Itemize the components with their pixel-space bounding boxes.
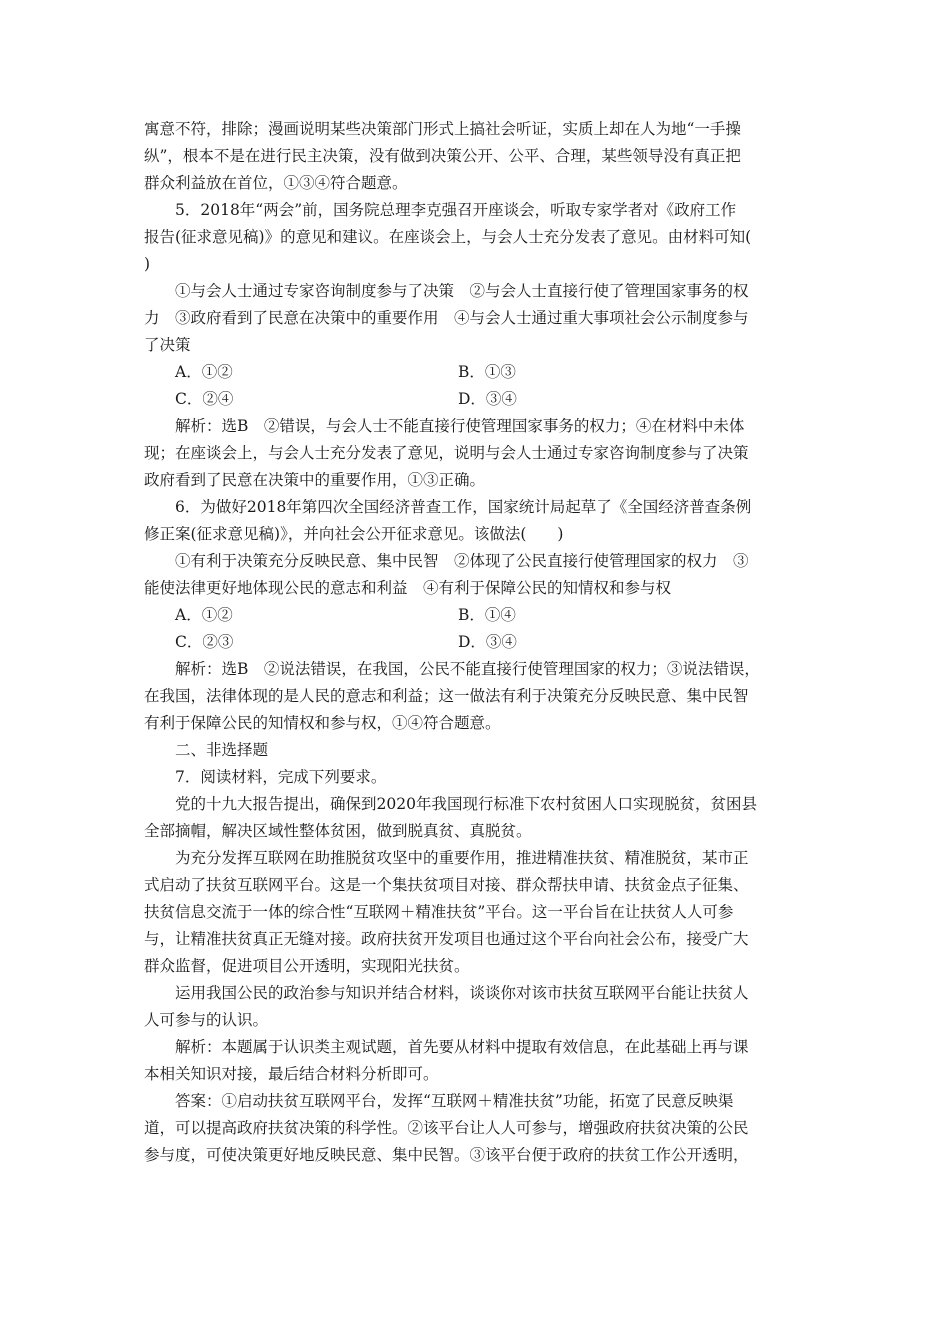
question-6-options-row-1 [144,602,812,629]
text-line: 能使法律更好地体现公民的意志和利益 ④有利于保障公民的知情权和参与权 [144,579,672,597]
text-line: 参与度，可使决策更好地反映民意、集中民智。③该平台便于政府的扶贫工作公开透明， [144,1146,749,1164]
text-line: 全部摘帽，解决区域性整体贫困，做到脱真贫、真脱贫。 [144,822,532,840]
option-b: B．①③ [458,363,516,381]
question-6-analysis: 解析：选B ②说法错误，在我国，公民不能直接行使管理国家的权力；③说法错误， [175,660,760,678]
question-7-prompt: 运用我国公民的政治参与知识并结合材料，谈谈你对该市扶贫互联网平台能让扶贫人 [175,984,749,1002]
text-line: 在我国，法律体现的是人民的意志和利益；这一做法有利于决策充分反映民意、集中民智 [144,687,749,705]
question-7-analysis: 解析：本题属于认识类主观试题，首先要从材料中提取有效信息，在此基础上再与课 [175,1038,749,1056]
text-line: 现；在座谈会上，与会人士充分发表了意见，说明与会人士通过专家咨询制度参与了决策 [144,444,749,462]
text-line: 了决策 [144,336,191,354]
text-line: ) [144,255,151,273]
question-5-stem: 5．2018年“两会”前，国务院总理李克强召开座谈会，听取专家学者对《政府工作 [175,201,737,219]
option-a: A．①② [175,363,233,381]
text-line: 政府看到了民意在决策中的重要作用，①③正确。 [144,471,486,489]
text-line: 本相关知识对接，最后结合材料分析即可。 [144,1065,439,1083]
question-7-stem: 7．阅读材料，完成下列要求。 [175,768,387,786]
option-a: A．①② [175,606,233,624]
option-c: C．②③ [175,633,234,651]
question-7-answer: 答案：①启动扶贫互联网平台，发挥“互联网＋精准扶贫”功能，拓宽了民意反映渠 [175,1092,734,1110]
text-line: 群众监督，促进项目公开透明，实现阳光扶贫。 [144,957,470,975]
material-paragraph-2: 为充分发挥互联网在助推脱贫攻坚中的重要作用，推进精准扶贫、精准脱贫，某市正 [175,849,749,867]
text-line: 群众利益放在首位，①③④符合题意。 [144,174,408,192]
option-c: C．②④ [175,390,234,408]
question-5-options-row-1 [144,359,812,386]
question-6-options-row-2 [144,629,812,656]
text-line: 道，可以提高政府扶贫决策的科学性。②该平台让人人可参与，增强政府扶贫决策的公民 [144,1119,749,1137]
text-line: 力 ③政府看到了民意在决策中的重要作用 ④与会人士通过重大事项社会公示制度参与 [144,309,749,327]
text-line: 纵”，根本不是在进行民主决策，没有做到决策公开、公平、合理，某些领导没有真正把 [144,147,741,165]
text-line: 修正案(征求意见稿)》，并向社会公开征求意见。该做法( ) [144,525,564,543]
text-line: 寓意不符，排除；漫画说明某些决策部门形式上搞社会听证，实质上却在人为地“一手操 [144,120,741,138]
text-line: 报告(征求意见稿)》的意见和建议。在座谈会上，与会人士充分发表了意见。由材料可知( [144,228,752,246]
document-body [144,116,812,1169]
question-6-statements: ①有利于决策充分反映民意、集中民智 ②体现了公民直接行使管理国家的权力 ③ [175,552,749,570]
option-d: D．③④ [458,633,517,651]
question-6-stem: 6．为做好2018年第四次全国经济普查工作，国家统计局起草了《全国经济普查条例 [175,498,752,516]
question-5-statements: ①与会人士通过专家咨询制度参与了决策 ②与会人士直接行使了管理国家事务的权 [175,282,749,300]
question-5-options-row-2 [144,386,812,413]
material-paragraph-1: 党的十九大报告提出，确保到2020年我国现行标准下农村贫困人口实现脱贫，贫困县 [175,795,757,813]
text-line: 有利于保障公民的知情权和参与权，①④符合题意。 [144,714,501,732]
section-heading: 二、非选择题 [175,741,269,759]
question-5-analysis: 解析：选B ②错误，与会人士不能直接行使管理国家事务的权力；④在材料中未体 [175,417,745,435]
text-line: 式启动了扶贫互联网平台。这是一个集扶贫项目对接、群众帮扶申请、扶贫金点子征集、 [144,876,749,894]
text-line: 扶贫信息交流于一体的综合性“互联网＋精准扶贫”平台。这一平台旨在让扶贫人人可参 [144,903,734,921]
text-line: 人可参与的认识。 [144,1011,269,1029]
text-line: 与，让精准扶贫真正无缝对接。政府扶贫开发项目也通过这个平台向社会公布，接受广大 [144,930,749,948]
option-d: D．③④ [458,390,517,408]
option-b: B．①④ [458,606,516,624]
